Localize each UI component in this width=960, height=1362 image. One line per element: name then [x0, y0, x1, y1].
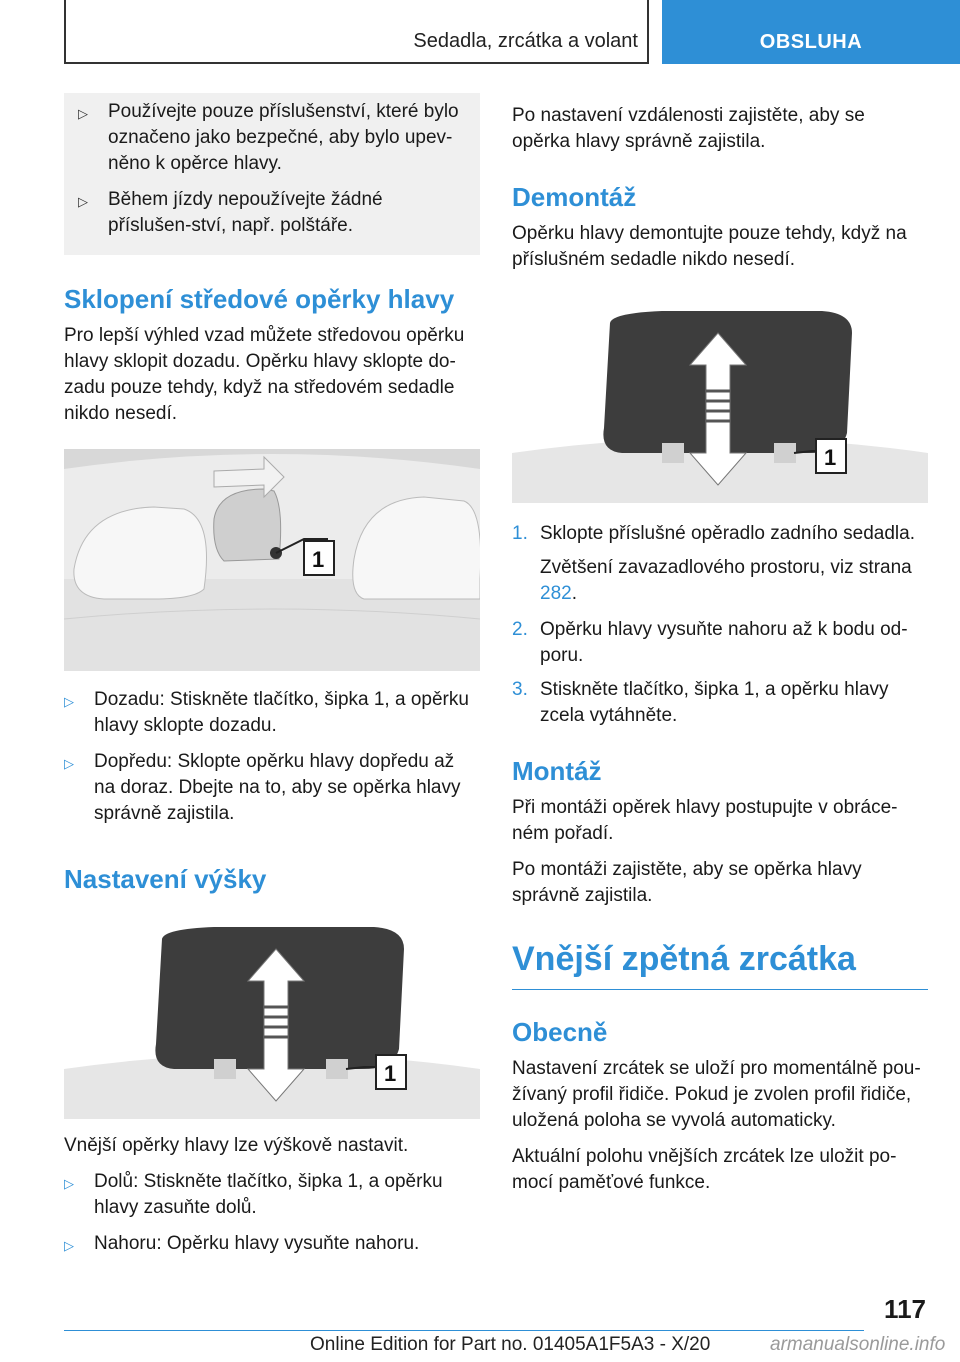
triangle-bullet-icon: ▷ — [64, 756, 74, 771]
heading-height-adjustment: Nastavení výšky — [64, 864, 267, 894]
list-item: 2. Opěrku hlavy vysuňte nahoru až k bodu od-poru. — [512, 619, 908, 666]
list-item: ▷ Během jízdy nepoužívejte žádné příslušen-ství, např. polštáře. — [78, 187, 466, 239]
triangle-bullet-icon: ▷ — [78, 106, 88, 121]
removal-illustration — [512, 303, 928, 503]
callout-label: 1 — [384, 1061, 397, 1086]
page-number: 117 — [884, 1294, 926, 1324]
header-section-title: Sedadla, zrcátka a volant — [413, 30, 638, 52]
paragraph-fold: Pro lepší výhled vzad můžete středovou opěrku hlavy sklopit dozadu. Opěrku hlavy sklopte do-zadu pouze tehdy, když na středovém sedadle nikdo nesedí. — [64, 325, 465, 424]
callout-label: 1 — [824, 445, 837, 470]
footer-rule — [64, 1330, 864, 1331]
left-column — [64, 93, 480, 1269]
safety-note-box — [64, 93, 480, 255]
list-item: 3. Stiskněte tlačítko, šipka 1, a opěrku hlavy zcela vytáhněte. — [512, 679, 889, 726]
triangle-bullet-icon: ▷ — [64, 1176, 74, 1191]
paragraph-mount-1: Při montáži opěrek hlavy postupujte v obráce-ném pořadí. — [512, 797, 898, 844]
list-item: 1. Sklopte příslušné opěradlo zadního sedadla. — [512, 523, 915, 544]
page-reference-link[interactable]: 282 — [540, 583, 572, 604]
paragraph-removal: Opěrku hlavy demontujte pouze tehdy, když na příslušném sedadle nikdo nesedí. — [512, 223, 907, 270]
paragraph-general-2: Aktuální polohu vnějších zrcátek lze uložit po-mocí paměťové funkce. — [512, 1146, 897, 1193]
paragraph-lock-note: Po nastavení vzdálenosti zajistěte, aby se opěrka hlavy správně zajistila. — [512, 105, 865, 152]
heading-mounting: Montáž — [512, 756, 602, 786]
center-headrest-illustration — [64, 449, 480, 671]
list-item: ▷ Dozadu: Stiskněte tlačítko, šipka 1, a opěrku hlavy sklopte dozadu. — [64, 687, 480, 739]
list-item: ▷ Používejte pouze příslušenství, které bylo označeno jako bezpečné, aby bylo upev-něno k opěrce hlavy. — [78, 99, 466, 177]
list-item: ▷ Nahoru: Opěrku hlavy vysuňte nahoru. — [64, 1231, 480, 1259]
heading-removal: Demontáž — [512, 182, 637, 212]
step-1-reference: Zvětšení zavazadlového prostoru, viz strana 282. — [540, 557, 912, 604]
triangle-bullet-icon: ▷ — [64, 694, 74, 709]
heading-general: Obecně — [512, 1017, 608, 1047]
paragraph-height: Vnější opěrky hlavy lze výškově nastavit. — [64, 1135, 409, 1156]
heading-fold-center-headrest: Sklopení středové opěrky hlavy — [64, 284, 455, 314]
triangle-bullet-icon: ▷ — [78, 194, 88, 209]
right-column — [512, 103, 928, 1206]
triangle-bullet-icon: ▷ — [64, 1238, 74, 1253]
height-adjust-illustration — [64, 919, 480, 1119]
list-item: ▷ Dolů: Stiskněte tlačítko, šipka 1, a opěrku hlavy zasuňte dolů. — [64, 1169, 480, 1221]
callout-label: 1 — [312, 547, 325, 572]
list-item: ▷ Dopředu: Sklopte opěrku hlavy dopředu až na doraz. Dbejte na to, aby se opěrka hlavy správně zajistila. — [64, 749, 480, 827]
paragraph-mount-2: Po montáži zajistěte, aby se opěrka hlavy správně zajistila. — [512, 859, 862, 906]
header-chapter-tab: OBSLUHA — [662, 0, 960, 64]
footer-edition: Online Edition for Part no. 01405A1F5A3 - X/20 — [310, 1334, 711, 1355]
section-heading-rule — [512, 937, 928, 990]
paragraph-general-1: Nastavení zrcátek se uloží pro momentálně pou-žívaný profil řidiče. Pokud je zvolen profil řidiče, uložená poloha se vyvolá automaticky. — [512, 1058, 921, 1131]
heading-exterior-mirrors: Vnější zpětná zrcátka — [512, 940, 856, 978]
watermark: armanualsonline.info — [770, 1334, 946, 1355]
